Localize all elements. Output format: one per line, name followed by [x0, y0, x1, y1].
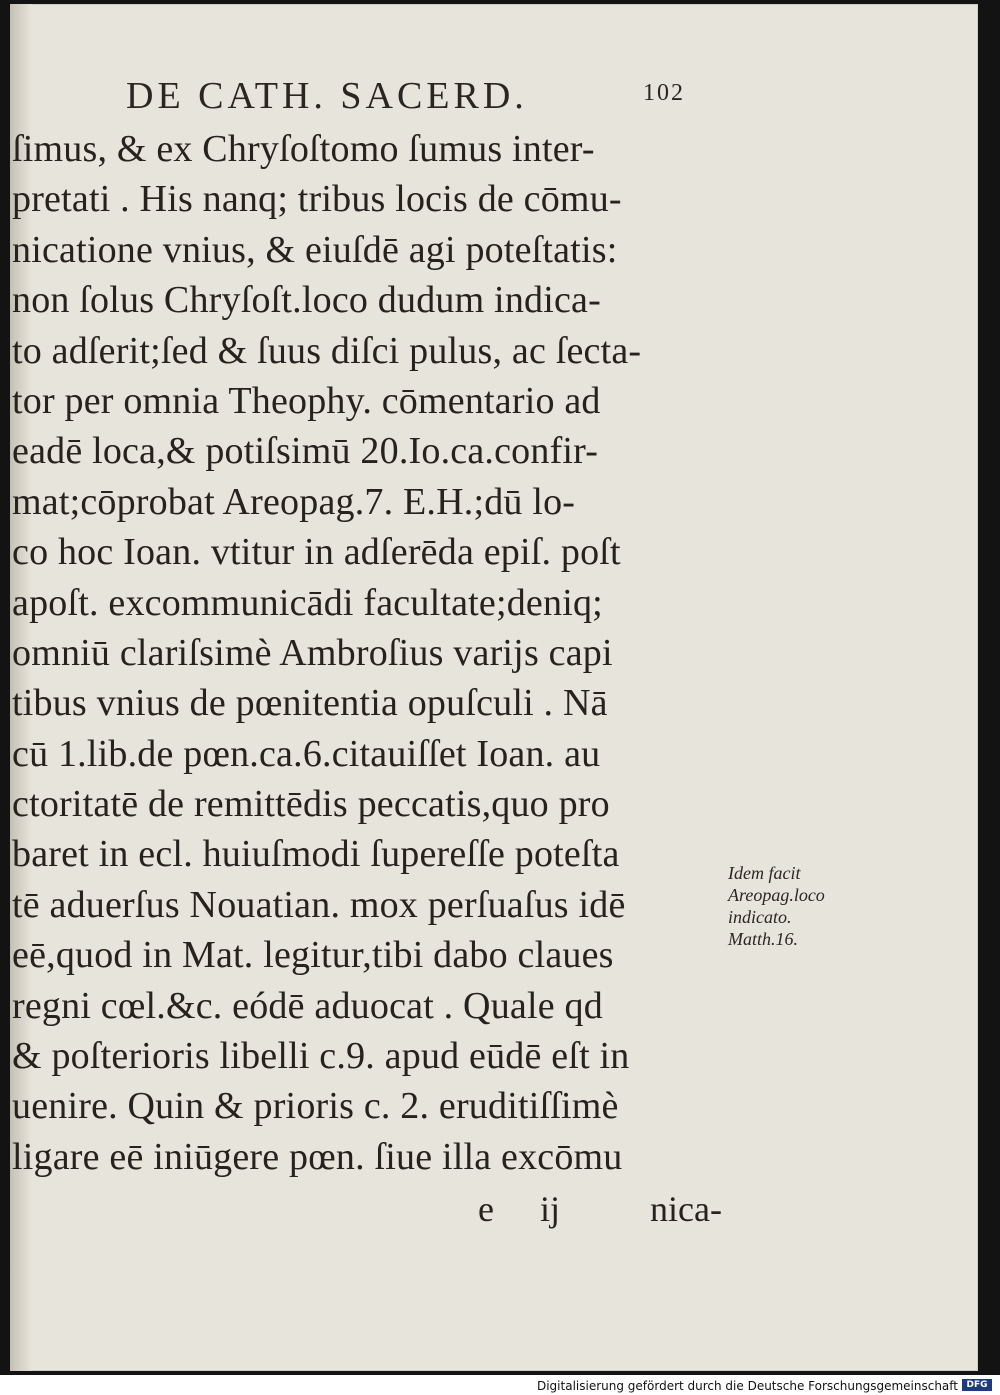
catchword: nica-	[650, 1189, 722, 1229]
text-line: ſimus, & ex Chryſoſtomo ſumus inter-	[12, 128, 595, 170]
margin-note: Idem facit	[728, 863, 801, 883]
body-text	[12, 124, 742, 1182]
text-line: nicatione vnius, & eiuſdē agi poteſtatis:	[12, 228, 618, 271]
text-line: baret in ecl. huiuſmodi ſupereſſe poteſta	[12, 833, 620, 876]
text-line: uenire. Quin & prioris c. 2. eruditiſſimè	[12, 1085, 619, 1128]
text-line: & poſterioris libelli c.9. apud eūdē eſt in	[12, 1035, 630, 1078]
dfg-logo: DFG	[962, 1379, 992, 1391]
signature-number: ij	[540, 1189, 561, 1229]
text-line: ligare eē iniūgere pœn. ſiue illa excōmu	[12, 1135, 623, 1178]
signature-mark: e	[478, 1189, 494, 1229]
text-line: apoſt. excommunicādi facultate;deniq;	[12, 581, 603, 624]
text-line: ctoritatē de remittēdis peccatis,quo pro	[12, 783, 610, 826]
text-line: pretati . His nanq; tribus locis de cōmu-	[12, 178, 622, 221]
page-number: 102	[643, 80, 685, 106]
footer-credit: Digitalisierung gefördert durch die Deutsche Forschungsgemeinschaft	[536, 1379, 958, 1393]
text-line: mat;cōprobat Areopag.7. E.H.;dū lo-	[12, 480, 576, 523]
text-line: to adſerit;ſed & ſuus diſci pulus, ac ſecta-	[12, 329, 642, 372]
margin-note: Matth.16.	[728, 929, 798, 949]
text-line: omniū clariſsimè Ambroſius varijs capi	[12, 631, 613, 674]
margin-note: Areopag.loco	[728, 885, 825, 905]
text-line: tē aduerſus Nouatian. mox perſuaſus idē	[12, 883, 626, 926]
margin-note: indicato.	[728, 907, 792, 927]
text-line: non ſolus Chryſoſt.loco dudum indica-	[12, 279, 601, 322]
running-head: DE CATH. SACERD.	[126, 75, 528, 117]
text-line: eē,quod in Mat. legitur,tibi dabo claues	[12, 934, 614, 977]
text-line: tor per omnia Theophy. cōmentario ad	[12, 379, 601, 422]
text-line: co hoc Ioan. vtitur in adſerēda epiſ. poſt	[12, 531, 621, 574]
text-line: regni cœl.&c. eódē aduocat . Quale qd	[12, 984, 603, 1027]
text-line: cū 1.lib.de pœn.ca.6.citauiſſet Ioan. au	[12, 732, 601, 775]
text-line: tibus vnius de pœnitentia opuſculi . Nā	[12, 682, 608, 725]
margin-notes	[728, 862, 868, 950]
text-line: eadē loca,& potiſsimū 20.Io.ca.confir-	[12, 430, 599, 473]
